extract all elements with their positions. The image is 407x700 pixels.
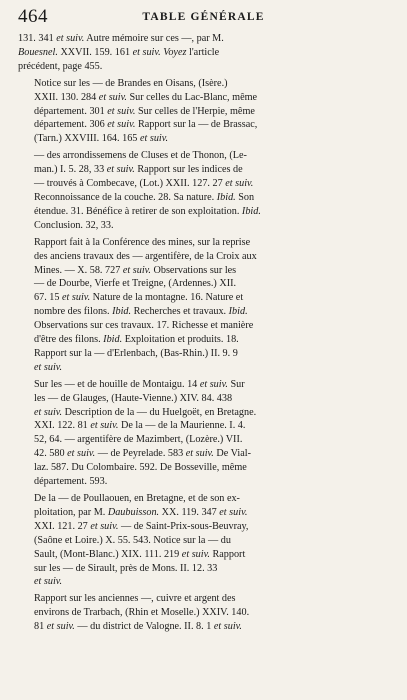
text-line: et suiv.	[34, 576, 63, 588]
text-line: XXI. 121. 27 et suiv. — de Saint-Prix-sous-Beuvray,	[34, 520, 249, 532]
text-line: laz. 587. Du Colombaire. 592. De Bosseville, même	[34, 462, 247, 474]
text-line: Conclusion. 32, 33.	[34, 219, 114, 231]
text-line: 81 et suiv. — du district de Valogne. II. 8. 1 et suiv.	[34, 621, 242, 633]
text-line: étendue. 31. Bénéfice à retirer de son exploitation. Ibid.	[34, 205, 261, 217]
text-line: environs de Trarbach, (Rhin et Moselle.) XXIV. 140.	[34, 607, 250, 619]
text-line: 52, 64. — argentifère de Mazimbert, (Lozère.) VII.	[34, 434, 243, 446]
text-line: 67. 15 et suiv. Nature de la montagne. 16. Nature et	[34, 292, 244, 304]
text-line: Rapport sur la — d'Erlenbach, (Bas-Rhin.) II. 9. 9	[34, 347, 238, 359]
index-entry	[18, 378, 389, 489]
text-line: (Saône et Loire.) X. 55. 543. Notice sur la — du	[34, 534, 231, 546]
text-line: ploitation, par M. Daubuisson. XX. 119. 347 et suiv.	[34, 506, 248, 518]
text-line: département. 593.	[34, 476, 108, 488]
index-entry	[18, 32, 389, 74]
text-line: — trouvés à Combecave, (Lot.) XXII. 127. 27 et suiv.	[34, 178, 254, 190]
text-line: précédent, page 455.	[18, 60, 103, 72]
text-line: Rapport sur les anciennes —, cuivre et argent des	[34, 593, 236, 605]
index-entry	[18, 592, 389, 634]
page-number: 464	[18, 6, 48, 27]
text-line: nombre des filons. Ibid. Recherches et travaux. Ibid.	[34, 306, 248, 318]
text-line: Bouesnel. XXVII. 159. 161 et suiv. Voyez l'article	[18, 46, 220, 58]
text-line: d'être des filons. Ibid. Exploitation et produits. 18.	[34, 334, 239, 346]
index-entry	[18, 77, 389, 147]
text-line: Observations sur ces travaux. 17. Richesse et manière	[34, 320, 254, 332]
text-line: département. 306 et suiv. Rapport sur la — de Brassac,	[34, 119, 258, 131]
text-line: et suiv.	[34, 361, 63, 373]
text-line: — de Dourbe, Vierfe et Treigne, (Ardennes.) XII.	[34, 278, 237, 290]
text-line: Sault, (Mont-Blanc.) XIX. 111. 219 et suiv. Rapport	[34, 548, 246, 560]
text-line: département. 301 et suiv. Sur celles de l'Herpie, même	[34, 105, 255, 117]
text-line: les — de Glauges, (Haute-Vienne.) XIV. 84. 438	[34, 392, 233, 404]
text-line: man.) I. 5. 28, 33 et suiv. Rapport sur les indices de	[34, 164, 243, 176]
text-line: Rapport fait à la Conférence des mines, sur la reprise	[34, 236, 251, 248]
text-line: Notice sur les — de Brandes en Oisans, (Isère.)	[34, 77, 228, 89]
index-entry	[18, 492, 389, 589]
text-line: De la — de Poullaouen, en Bretagne, et de son ex-	[34, 493, 240, 504]
text-line: et suiv. Description de la — du Huelgoët, en Bretagne.	[34, 406, 257, 418]
text-line: Sur les — et de houille de Montaigu. 14 et suiv. Sur	[34, 378, 245, 390]
index-entry	[18, 236, 389, 375]
index-body	[18, 32, 389, 634]
page-header	[18, 6, 389, 32]
text-line: XXII. 130. 284 et suiv. Sur celles du Lac-Blanc, même	[34, 91, 258, 103]
text-line: — des arrondissemens de Cluses et de Thonon, (Le-	[34, 150, 247, 162]
text-line: 131. 341 et suiv. Autre mémoire sur ces —, par M.	[18, 33, 224, 44]
text-line: Reconnoissance de la couche. 28. Sa nature. Ibid. Son	[34, 191, 255, 203]
text-line: Mines. — X. 58. 727 et suiv. Observations sur les	[34, 264, 237, 276]
index-entry	[18, 149, 389, 232]
text-line: XXI. 122. 81 et suiv. De la — de la Maurienne. I. 4.	[34, 420, 246, 432]
text-line: sur les — de Sirault, près de Mons. II. 12. 33	[34, 562, 218, 574]
text-line: (Tarn.) XXVIII. 164. 165 et suiv.	[34, 133, 169, 145]
text-line: 42. 580 et suiv. — de Peyrelade. 583 et suiv. De Vial-	[34, 448, 251, 460]
running-title: TABLE GÉNÉRALE	[142, 11, 265, 23]
text-line: des anciens travaux des — argentifère, de la Croix aux	[34, 250, 257, 262]
